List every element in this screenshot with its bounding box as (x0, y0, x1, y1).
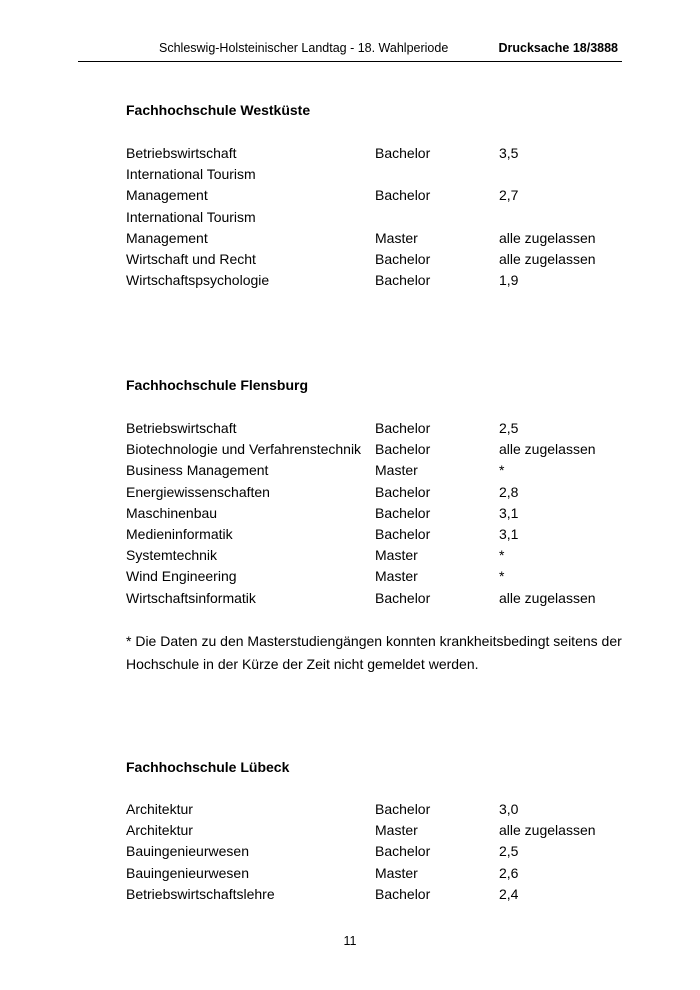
section-title-luebeck: Fachhochschule Lübeck (126, 759, 290, 775)
course-name: Biotechnologie und Verfahrenstechnik (126, 441, 362, 458)
course-name: Wirtschaftspsychologie (126, 272, 270, 289)
page-header (78, 41, 622, 62)
degree: Master (375, 568, 418, 585)
section-title-westkueste: Fachhochschule Westküste (126, 102, 311, 118)
table-row (126, 187, 606, 208)
table-row (126, 865, 606, 886)
table-row (126, 462, 606, 483)
course-name: Energiewissenschaften (126, 483, 270, 500)
degree: Bachelor (375, 843, 431, 860)
table-row (126, 272, 606, 293)
course-name: International Tourism (126, 166, 256, 183)
grade-value: alle zugelassen (499, 441, 596, 458)
header-document-number: Drucksache 18/3888 (498, 41, 618, 55)
degree: Bachelor (375, 885, 431, 902)
table-row (126, 145, 606, 166)
grade-value: 2,5 (499, 843, 519, 860)
table-row (126, 251, 606, 272)
course-name: Betriebswirtschaft (126, 145, 237, 161)
degree: Bachelor (375, 525, 431, 542)
page-number: 11 (343, 934, 357, 948)
degree: Master (375, 462, 418, 479)
degree: Master (375, 547, 418, 564)
degree: Bachelor (375, 250, 431, 267)
course-name: Betriebswirtschaftslehre (126, 885, 275, 902)
table-luebeck (126, 801, 606, 907)
grade-value: 1,9 (499, 272, 519, 289)
grade-value: 2,4 (499, 885, 519, 902)
degree: Master (375, 229, 418, 246)
course-name: Architektur (126, 801, 193, 817)
grade-value: * (499, 462, 505, 479)
table-row (126, 568, 606, 589)
footnote-master-data: * Die Daten zu den Masterstudiengängen konnten krankheitsbedingt seitens der Hochschule in der Kürze der Zeit nicht gemeldet werden. (126, 633, 622, 672)
grade-value: 2,5 (499, 420, 519, 436)
grade-value: 2,7 (499, 187, 519, 204)
table-row (126, 484, 606, 505)
degree: Bachelor (375, 801, 431, 817)
course-name: Betriebswirtschaft (126, 420, 237, 436)
degree: Master (375, 822, 418, 839)
course-name: Medieninformatik (126, 525, 233, 542)
grade-value: alle zugelassen (499, 822, 596, 839)
table-row (126, 822, 606, 843)
section-title-flensburg: Fachhochschule Flensburg (126, 377, 309, 393)
degree: Master (375, 864, 418, 881)
degree: Bachelor (375, 420, 431, 436)
table-row (126, 547, 606, 568)
course-name: International Tourism (126, 208, 256, 225)
table-row (126, 801, 606, 822)
grade-value: alle zugelassen (499, 589, 596, 606)
course-name: Management (126, 187, 208, 204)
table-row (126, 843, 606, 864)
header-parliament-title: Schleswig-Holsteinischer Landtag - 18. Wahlperiode (159, 41, 449, 55)
table-flensburg (126, 420, 606, 611)
degree: Bachelor (375, 483, 431, 500)
grade-value: 3,1 (499, 504, 519, 521)
table-row (126, 166, 606, 187)
course-name: Wirtschaftsinformatik (126, 589, 256, 606)
table-row (126, 505, 606, 526)
table-row (126, 526, 606, 547)
grade-value: 3,0 (499, 801, 519, 817)
table-row (126, 230, 606, 251)
degree: Bachelor (375, 187, 431, 204)
table-row (126, 441, 606, 462)
grade-value: * (499, 547, 505, 564)
course-name: Bauingenieurwesen (126, 864, 249, 881)
grade-value: alle zugelassen (499, 250, 596, 267)
table-row (126, 590, 606, 611)
grade-value: 3,1 (499, 525, 519, 542)
course-name: Wind Engineering (126, 568, 237, 585)
grade-value: alle zugelassen (499, 229, 596, 246)
degree: Bachelor (375, 504, 431, 521)
course-name: Systemtechnik (126, 547, 218, 564)
degree: Bachelor (375, 145, 431, 161)
course-name: Maschinenbau (126, 504, 218, 521)
grade-value: 2,8 (499, 483, 519, 500)
course-name: Wirtschaft und Recht (126, 250, 256, 267)
table-westkueste (126, 145, 606, 293)
grade-value: 2,6 (499, 864, 519, 881)
grade-value: * (499, 568, 505, 585)
degree: Bachelor (375, 441, 431, 458)
course-name: Management (126, 229, 208, 246)
table-row (126, 886, 606, 907)
course-name: Architektur (126, 822, 193, 839)
degree: Bachelor (375, 589, 431, 606)
table-row (126, 209, 606, 230)
table-row (126, 420, 606, 441)
grade-value: 3,5 (499, 145, 519, 161)
course-name: Bauingenieurwesen (126, 843, 249, 860)
degree: Bachelor (375, 272, 431, 289)
course-name: Business Management (126, 462, 269, 479)
